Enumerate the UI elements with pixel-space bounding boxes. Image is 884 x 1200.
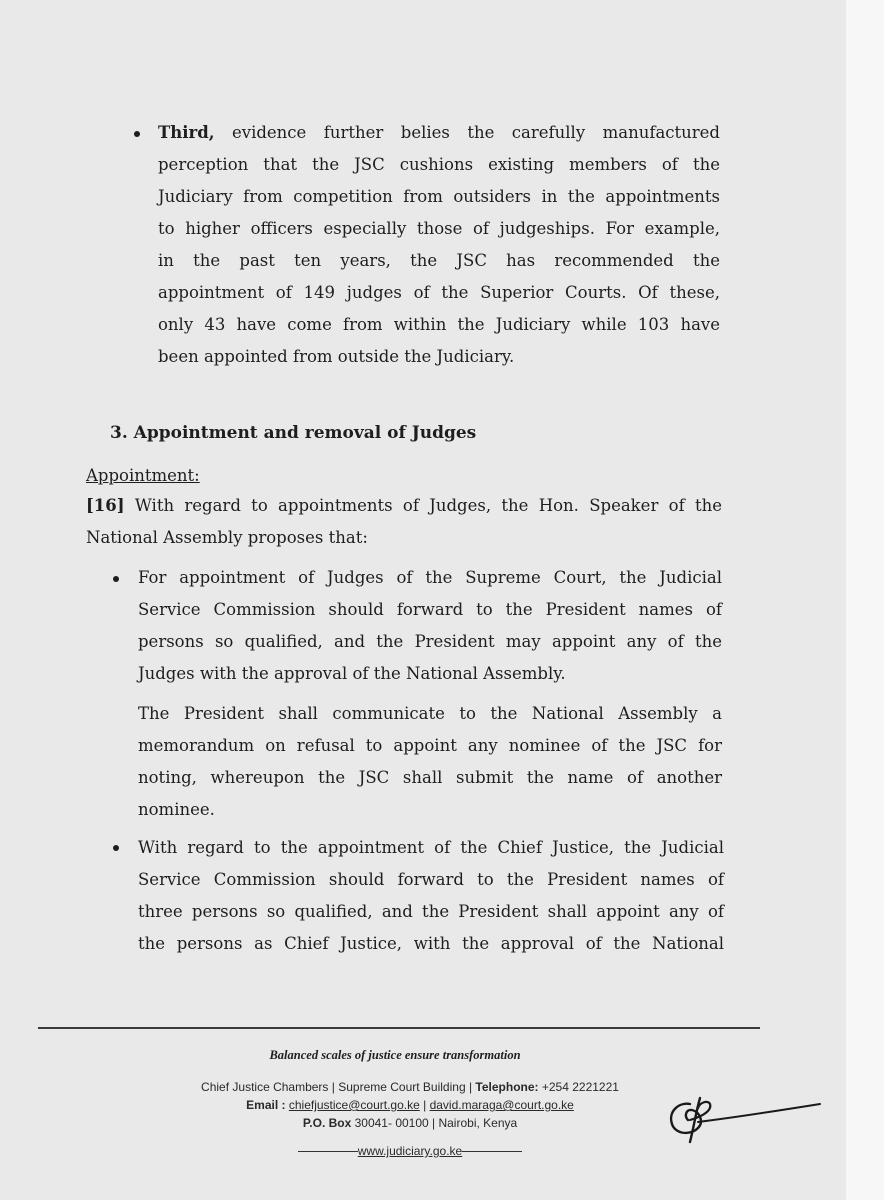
bullet-chief-justice-paragraph: With regard to the appointment of the Chief Justice, the Judicial Service Commission should forward to the President names of three persons so qualified, and the President shall appoint any of the persons as Chief Justice, with the approval of the National: [138, 838, 724, 953]
footer-contact-line: Chief Justice Chambers | Supreme Court Building | Telephone: +254 2221221: [201, 1080, 619, 1094]
footer-email-line: Email : chiefjustice@court.go.ke | david.maraga@court.go.ke: [246, 1098, 574, 1112]
bullet-marker: [113, 845, 119, 851]
page-margin-strip: [846, 0, 884, 1200]
handwritten-signature: [660, 1090, 830, 1150]
footer-divider: [38, 1027, 760, 1029]
paragraph-number: [16]: [86, 496, 125, 515]
email-link-chiefjustice[interactable]: chiefjustice@court.go.ke: [288, 1098, 420, 1112]
website-rule-left: [298, 1151, 358, 1152]
paragraph-16: [16] With regard to appointments of Judges, the Hon. Speaker of the National Assembly proposes that:: [86, 496, 722, 547]
bullet-lead: Third,: [158, 123, 215, 142]
subheading-appointment: Appointment:: [86, 466, 200, 485]
bullet-marker: [113, 576, 119, 582]
bullet-third-paragraph: Third, evidence further belies the carefully manufactured perception that the JSC cushions existing members of the Judiciary from competition from outsiders in the appointments to higher officers especially those of judgeships. For example, in the past ten years, the JSC has recommended the appointment of 149 judges of the Superior Courts. Of these, only 43 have come from within the Judiciary while 103 have been appointed from outside the Judiciary.: [158, 123, 720, 366]
footer-motto: Balanced scales of justice ensure transformation: [269, 1048, 521, 1062]
bullet-marker: [134, 131, 140, 137]
website-rule-right: [462, 1151, 522, 1152]
footer-address-line: P.O. Box 30041- 00100 | Nairobi, Kenya: [302, 1116, 518, 1130]
email-link-maraga[interactable]: david.maraga@court.go.ke: [429, 1098, 574, 1112]
website-link[interactable]: www.judiciary.go.ke: [357, 1144, 463, 1158]
bullet-supreme-court-paragraph: For appointment of Judges of the Supreme Court, the Judicial Service Commission should forward to the President names of persons so qualified, and the President may appoint any of the Judges with the approval of the National Assembly.: [138, 568, 722, 683]
bullet-supreme-court-continuation: The President shall communicate to the National Assembly a memorandum on refusal to appoint any nominee of the JSC for noting, whereupon the JSC shall submit the name of another nominee.: [138, 704, 722, 819]
section-heading: 3. Appointment and removal of Judges: [110, 423, 477, 443]
